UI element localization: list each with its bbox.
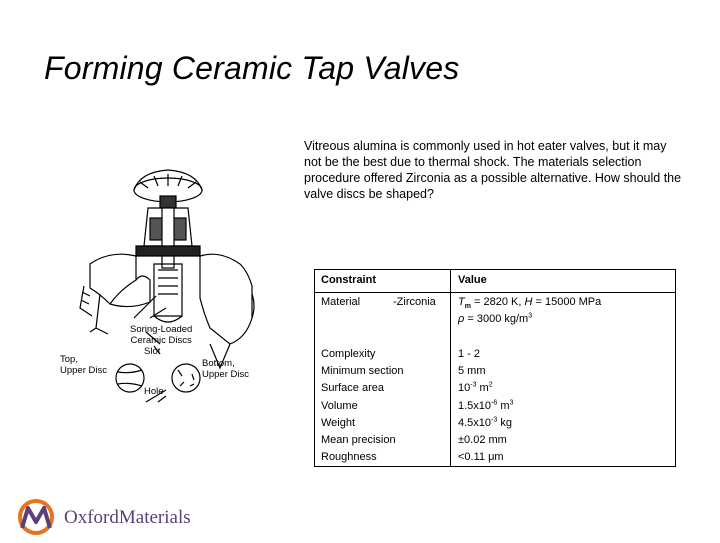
header-value: Value <box>458 274 487 286</box>
label-top-disc: Top, Upper Disc <box>60 354 107 376</box>
constraint-volume: Volume <box>321 399 358 412</box>
material-name: -Zirconia <box>393 296 436 308</box>
area-unit-exp: 2 <box>488 381 493 389</box>
intro-paragraph: Vitreous alumina is commonly used in hot eater valves, but it may not be the best due to thermal shock. The materials selection procedure offered Zirconia as a possible alternative. How should the valve discs be shaped? <box>304 139 682 201</box>
value-min-section: 5 mm <box>458 365 486 378</box>
label-spring-discs: Soring-Loaded Ceramic Discs <box>130 324 193 346</box>
value-density <box>458 311 532 328</box>
density-exp: 3 <box>528 312 533 320</box>
value-roughness: <0.11 μm <box>458 451 504 464</box>
volume-exp: -6 <box>491 398 498 406</box>
constraint-weight: Weight <box>321 416 356 429</box>
logo-mark-icon <box>12 496 60 538</box>
subscript-m: m <box>464 303 471 311</box>
value-melting-hardness <box>458 294 601 311</box>
symbol-rho: ρ <box>458 313 465 325</box>
weight-exp: -3 <box>491 416 498 424</box>
volume-unit-exp: 3 <box>509 398 514 406</box>
value-weight <box>458 415 513 432</box>
hardness: = 15000 MPa <box>532 296 602 308</box>
area-unit: m <box>476 382 489 395</box>
oxford-materials-logo <box>12 496 222 538</box>
constraint-list <box>321 346 404 466</box>
weight-unit: kg <box>497 416 512 429</box>
melting-point: = 2820 K, <box>470 296 525 308</box>
value-list <box>458 346 513 466</box>
constraint-mean-precision: Mean precision <box>321 434 396 447</box>
label-bottom-disc: Bottom, Upper Disc <box>202 358 249 380</box>
logo-text: OxfordMaterials <box>64 507 191 528</box>
constraint-surface-area: Surface area <box>321 382 384 395</box>
density: = 3000 kg/m <box>464 313 529 325</box>
symbol-h: H <box>524 296 533 308</box>
volume-base: 1.5x10 <box>458 399 492 412</box>
constraint-roughness: Roughness <box>321 451 377 464</box>
value-surface-area <box>458 380 513 397</box>
area-base: 10 <box>458 382 471 395</box>
weight-base: 4.5x10 <box>458 416 492 429</box>
valve-diagram <box>60 168 260 408</box>
constraints-table <box>314 269 676 467</box>
label-hole: Hole <box>144 386 164 397</box>
constraint-complexity: Complexity <box>321 348 376 360</box>
label-slot: Slot <box>144 346 161 357</box>
area-exp: -3 <box>470 381 477 389</box>
symbol-t: T <box>458 296 465 308</box>
header-divider <box>315 292 675 293</box>
volume-unit: m <box>497 399 510 412</box>
constraint-material: Material <box>321 296 361 308</box>
header-constraint: Constraint <box>321 274 376 286</box>
column-divider <box>450 270 451 466</box>
value-complexity: 1 - 2 <box>458 348 481 360</box>
constraint-min-section: Minimum section <box>321 365 404 378</box>
value-volume <box>458 398 513 415</box>
slide-title: Forming Ceramic Tap Valves <box>44 50 460 86</box>
value-precision: ±0.02 mm <box>458 434 507 447</box>
